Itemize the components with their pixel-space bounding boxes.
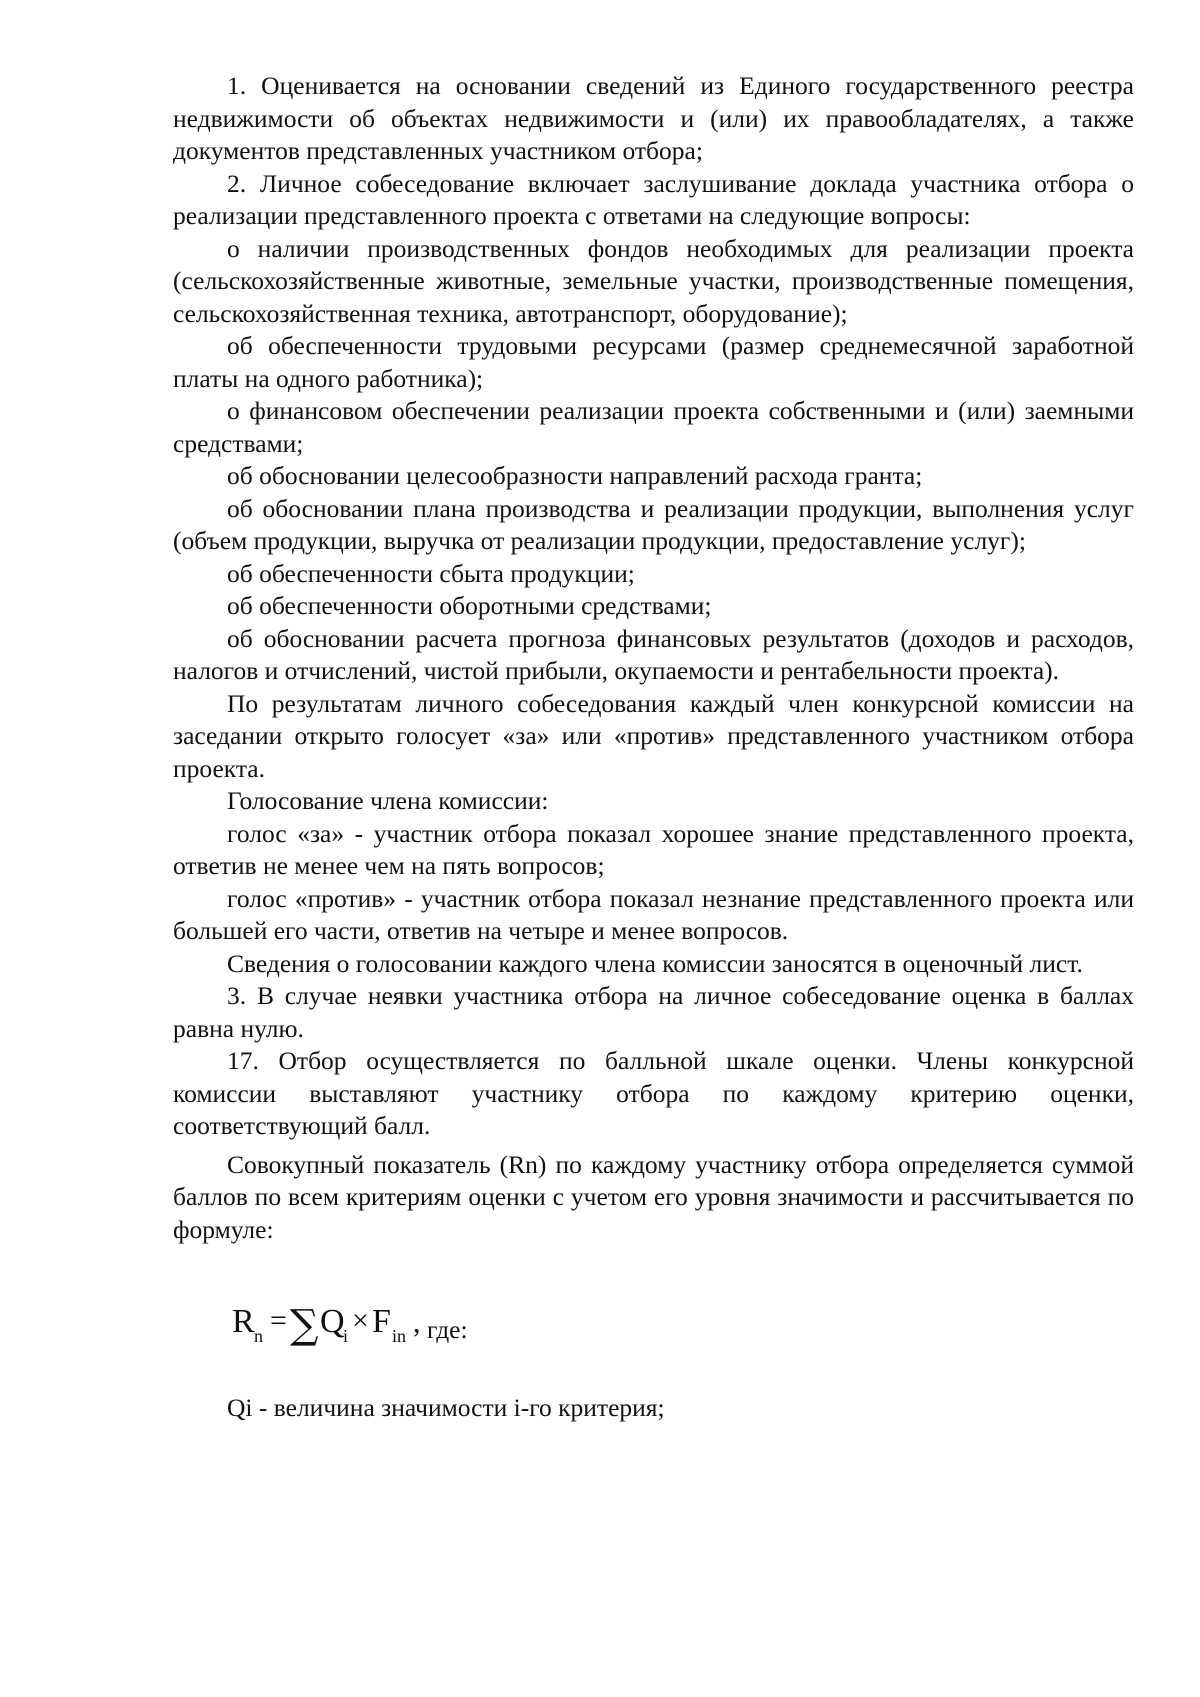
question-production-funds: о наличии производственных фондов необходимых для реализации проекта (сельскохозяйственные животные, земельные участки, производственные помещения, сельскохозяйственная техника, автотранспорт, оборудование); xyxy=(173,233,1134,328)
formula-times: × xyxy=(352,1304,369,1337)
paragraph-17: 17. Отбор осуществляется по балльной шкале оценки. Члены конкурсной комиссии выставляют участнику отбора по каждому критерию оценки, соответствующий балл. xyxy=(173,1046,1134,1140)
definition-qi: Qi - величина значимости i-го критерия; xyxy=(227,1393,665,1422)
formula-equals: = xyxy=(270,1304,287,1337)
formula-where: где: xyxy=(427,1315,468,1344)
paragraph-2: 2. Личное собеседование включает заслушивание доклада участника отбора о реализации представленного проекта с ответами на следующие вопросы: xyxy=(173,168,1134,230)
paragraph-1: 1. Оценивается на основании сведений из Единого государственного реестра недвижимости об объектах недвижимости и (или) их правообладателях, а также документов представленных участником отбора; xyxy=(173,71,1134,165)
formula-f: F xyxy=(372,1303,391,1340)
text-body xyxy=(173,70,1134,1246)
question-production-plan: об обосновании плана производства и реализации продукции, выполнения услуг (объем продукции, выручка от реализации продукции, предоставление услуг); xyxy=(173,493,1134,555)
formula-q: Q xyxy=(320,1303,345,1340)
paragraph-vote-against: голос «против» - участник отбора показал незнание представленного проекта или большей его части, ответив на четыре и менее вопросов. xyxy=(173,883,1134,945)
paragraph-evaluation-sheet: Сведения о голосовании каждого члена комиссии заносятся в оценочный лист. xyxy=(227,948,1083,978)
paragraph-3: 3. В случае неявки участника отбора на личное собеседование оценка в баллах равна нулю. xyxy=(173,981,1134,1043)
question-sales: об обеспеченности сбыта продукции; xyxy=(227,558,635,588)
question-financial-support: о финансовом обеспечении реализации проекта собственными и (или) заемными средствами; xyxy=(173,396,1134,458)
formula-r: R xyxy=(232,1303,255,1340)
formula-block xyxy=(173,1292,1134,1352)
question-labor-resources: об обеспеченности трудовыми ресурсами (размер среднемесячной заработной платы на одного работника); xyxy=(173,331,1134,393)
formula-q-sub: i xyxy=(343,1326,349,1346)
question-grant-expenses: об обосновании целесообразности направлений расхода гранта; xyxy=(227,461,923,490)
formula-r-sub: n xyxy=(254,1326,263,1346)
question-working-capital: об обеспеченности оборотными средствами; xyxy=(227,591,712,620)
question-financial-forecast: об обосновании расчета прогноза финансовых результатов (доходов и расходов, налогов и отчислений, чистой прибыли, окупаемости и рентабельности проекта). xyxy=(173,623,1134,685)
formula-comma: , xyxy=(413,1306,421,1339)
formula-sum: ∑ xyxy=(290,1302,319,1348)
formula-f-sub: in xyxy=(392,1326,407,1346)
paragraph-aggregate-indicator: Совокупный показатель (Rn) по каждому участнику отбора определяется суммой баллов по всем критериям оценки с учетом его уровня значимости и рассчитывается по формуле: xyxy=(173,1149,1134,1244)
paragraph-vote-for: голос «за» - участник отбора показал хорошее знание представленного проекта, ответив не менее чем на пять вопросов; xyxy=(173,818,1134,880)
paragraph-voting-results: По результатам личного собеседования каждый член конкурсной комиссии на заседании открыто голосует «за» или «против» представленного участником отбора проекта. xyxy=(173,688,1134,783)
paragraph-voting-heading: Голосование члена комиссии: xyxy=(227,786,549,815)
